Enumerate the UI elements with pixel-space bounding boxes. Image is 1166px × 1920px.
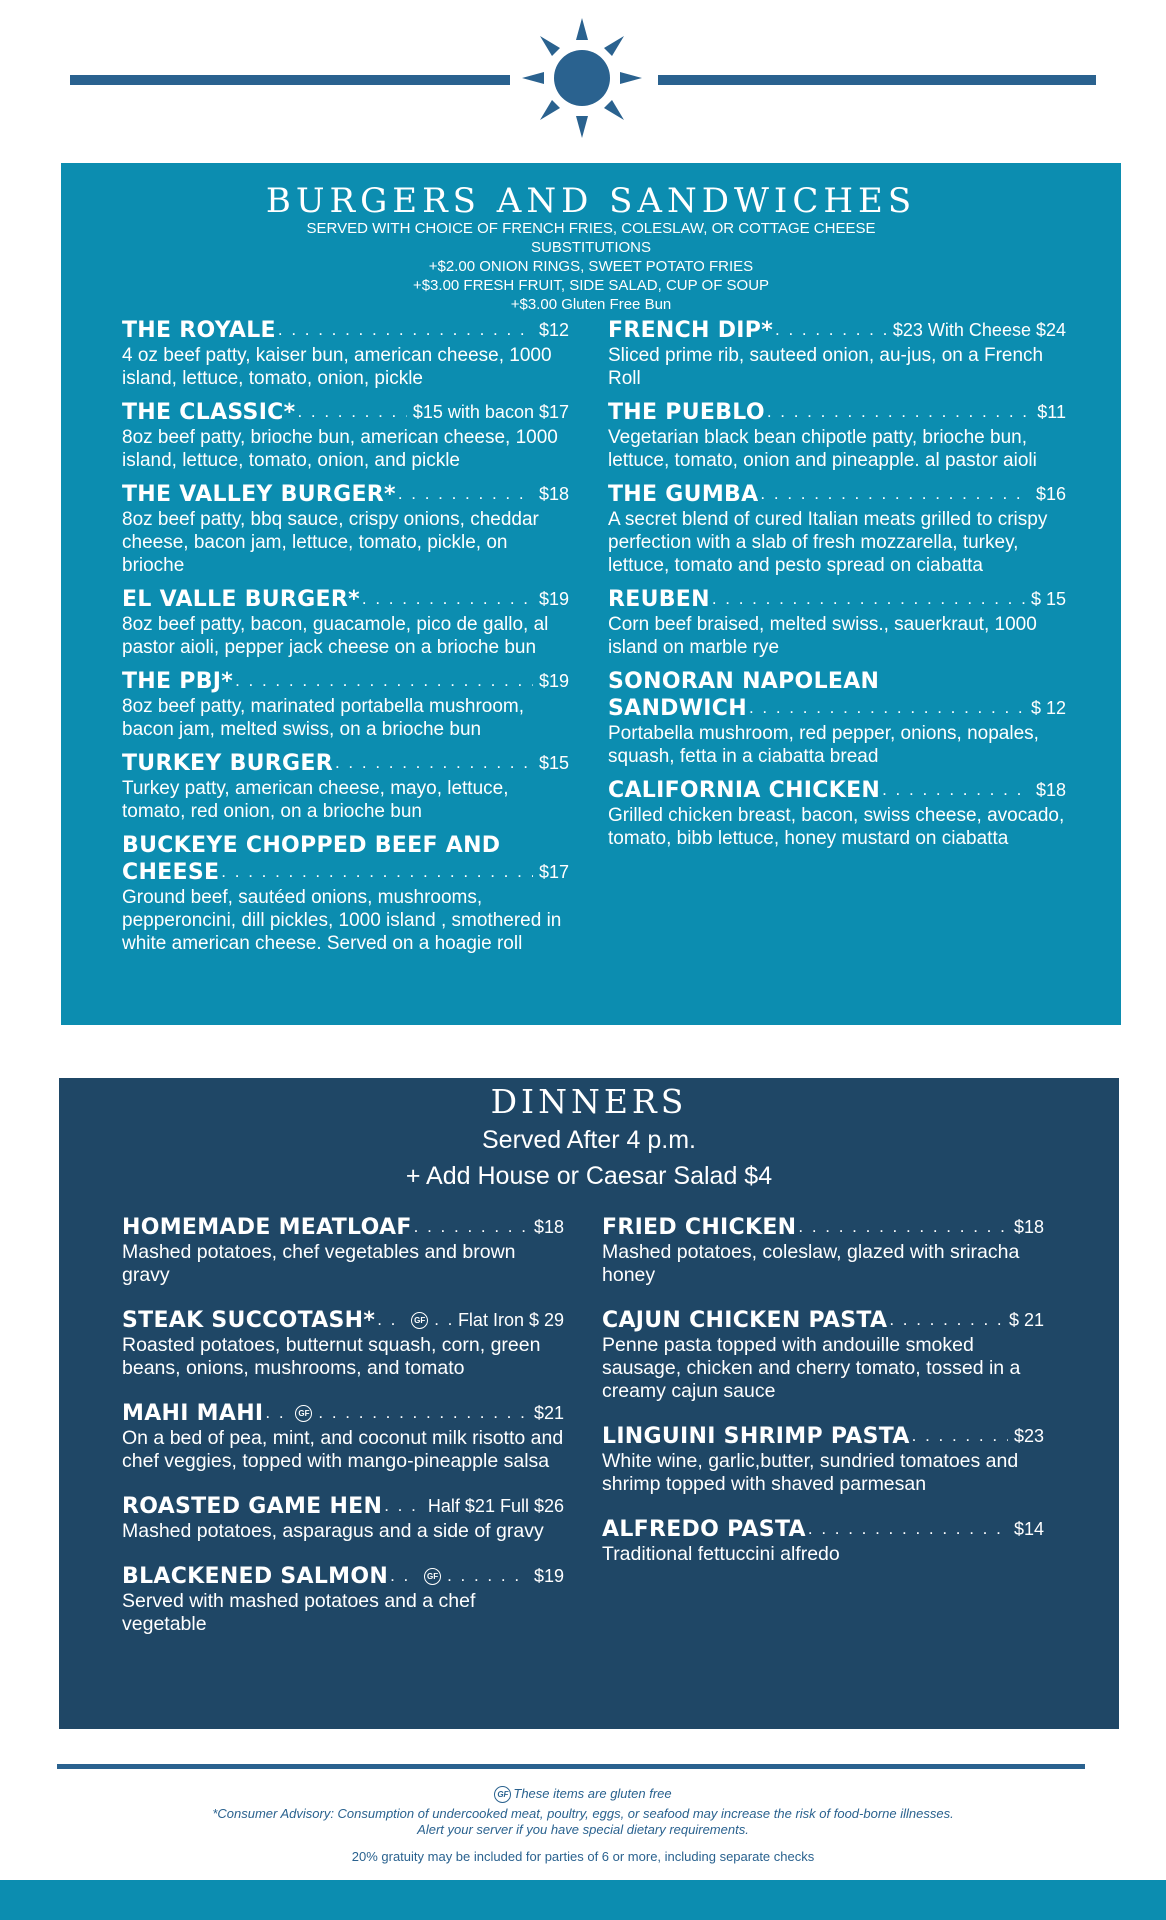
gluten-free-note: [0, 1786, 1166, 1803]
gluten-free-note-text: These items are gluten free: [513, 1786, 672, 1801]
item-description: Traditional fettuccini alfredo: [602, 1543, 840, 1565]
item-name: HOMEMADE MEATLOAF: [122, 1215, 412, 1240]
item-price: $18: [1013, 1217, 1044, 1237]
item-description: Roasted potatoes, butternut squash, corn, green beans, onions, mushrooms, and tomato: [122, 1334, 541, 1379]
menu-item: [122, 832, 569, 955]
item-name: REUBEN: [608, 587, 710, 612]
advisory-line: *Consumer Advisory: Consumption of undercooked meat, poultry, eggs, or seafood may increase the risk of food-borne illnesses.: [212, 1806, 954, 1821]
item-name: FRENCH DIP*: [608, 318, 774, 343]
burgers-title: BURGERS AND SANDWICHES: [265, 181, 917, 221]
item-description: 8oz beef patty, bacon, guacamole, pico de gallo, al pastor aioli, pepper jack cheese on a brioche bun: [122, 614, 549, 658]
burgers-subtitle: +$2.00 ONION RINGS, SWEET POTATO FRIES: [428, 258, 754, 275]
item-price: $ 15: [1030, 589, 1066, 609]
item-description: Served with mashed potatoes and a chef vegetable: [122, 1590, 476, 1635]
item-price: $18: [1035, 780, 1066, 800]
dinners-section: [59, 1078, 1119, 1729]
dinners-title: DINNERS: [490, 1082, 688, 1121]
item-name: EL VALLE BURGER*: [122, 587, 360, 612]
gluten-free-icon: GF: [424, 1568, 441, 1585]
item-description: 8oz beef patty, bbq sauce, crispy onions, cheddar cheese, bacon jam, lettuce, tomato, pickle, on brioche: [122, 509, 539, 576]
item-description: Turkey patty, american cheese, mayo, lettuce, tomato, red onion, on a brioche bun: [122, 778, 509, 822]
dinners-salad-note: + Add House or Caesar Salad $4: [405, 1162, 773, 1190]
item-name-line: SONORAN NAPOLEAN: [608, 669, 880, 694]
menu-item: [122, 1307, 564, 1380]
item-price: $21: [533, 1403, 564, 1423]
gluten-free-icon: GF: [411, 1312, 428, 1329]
burgers-subtitle-block: [61, 219, 1121, 314]
item-name-line: BUCKEYE CHOPPED BEEF AND: [122, 833, 501, 858]
dinners-right-column: [602, 1214, 1044, 1586]
item-price: $17: [538, 862, 569, 882]
item-name: ALFREDO PASTA: [602, 1517, 806, 1542]
item-price: Flat Iron $ 29: [457, 1310, 564, 1330]
burgers-subtitle: +$3.00 Gluten Free Bun: [510, 296, 672, 313]
item-description: Corn beef braised, melted swiss., sauerkraut, 1000 island on marble rye: [608, 614, 1037, 658]
item-price: Half $21 Full $26: [427, 1496, 564, 1516]
menu-item: [608, 481, 1066, 577]
item-name: THE PUEBLO: [608, 400, 765, 425]
menu-item: [122, 317, 569, 390]
item-price: $14: [1013, 1519, 1044, 1539]
item-price: $15: [538, 753, 569, 773]
menu-item: [608, 586, 1066, 659]
item-name: THE ROYALE: [122, 318, 276, 343]
item-name: MAHI MAHI: [122, 1401, 264, 1426]
menu-item: [122, 750, 569, 823]
gluten-free-icon: GF: [295, 1405, 312, 1422]
item-description: Mashed potatoes, asparagus and a side of gravy: [122, 1520, 544, 1542]
item-name: FRIED CHICKEN: [602, 1215, 797, 1240]
gratuity-note: 20% gratuity may be included for parties of 6 or more, including separate checks: [351, 1849, 815, 1864]
menu-item: [602, 1214, 1044, 1287]
menu-item: [602, 1423, 1044, 1496]
item-name: THE CLASSIC*: [122, 400, 296, 425]
item-description: 8oz beef patty, brioche bun, american cheese, 1000 island, lettuce, tomato, onion, and pickle: [122, 427, 558, 471]
burgers-section: [61, 163, 1121, 1025]
item-description: Sliced prime rib, sauteed onion, au-jus, on a French Roll: [608, 345, 1044, 389]
burgers-left-column: [122, 317, 569, 964]
item-name: SANDWICH: [608, 696, 747, 721]
item-description: Mashed potatoes, chef vegetables and brown gravy: [122, 1241, 516, 1286]
item-name: THE GUMBA: [608, 482, 759, 507]
item-price: $18: [533, 1217, 564, 1237]
item-description: 8oz beef patty, marinated portabella mushroom, bacon jam, melted swiss, on a brioche bun: [122, 696, 525, 740]
item-name: CALIFORNIA CHICKEN: [608, 778, 881, 803]
item-name: CAJUN CHICKEN PASTA: [602, 1308, 888, 1333]
item-price: $23: [1013, 1426, 1044, 1446]
item-name: STEAK SUCCOTASH*: [122, 1308, 376, 1333]
menu-item: [602, 1516, 1044, 1566]
menu-item: [122, 1214, 564, 1287]
item-name: THE VALLEY BURGER*: [122, 482, 396, 507]
menu-item: [122, 668, 569, 741]
item-price: $18: [538, 484, 569, 504]
item-name: TURKEY BURGER: [122, 751, 333, 776]
burgers-subtitle: SERVED WITH CHOICE OF FRENCH FRIES, COLESLAW, OR COTTAGE CHEESE: [306, 220, 876, 237]
menu-item: [122, 1493, 564, 1543]
item-price: $12: [538, 320, 569, 340]
item-price: $ 12: [1030, 698, 1066, 718]
item-price: $23 With Cheese $24: [892, 320, 1066, 340]
burgers-subtitle: SUBSTITUTIONS: [530, 239, 651, 256]
burgers-right-column: [608, 317, 1066, 859]
menu-item: [122, 1563, 564, 1636]
menu-item: [608, 668, 1066, 768]
item-description: Vegetarian black bean chipotle patty, brioche bun, lettuce, tomato, onion and pineapple. al pastor aioli: [608, 427, 1037, 471]
sun-icon: [522, 18, 642, 138]
advisory-line: Alert your server if you have special dietary requirements.: [417, 1822, 749, 1837]
dinners-left-column: [122, 1214, 564, 1656]
footer-band: [0, 1880, 1166, 1920]
dinners-subtitle: Served After 4 p.m.: [482, 1126, 696, 1154]
item-price: $11: [1037, 402, 1066, 422]
menu-item: [608, 399, 1066, 472]
item-description: On a bed of pea, mint, and coconut milk risotto and chef veggies, topped with mango-pineapple salsa: [122, 1427, 564, 1472]
menu-item: [122, 1400, 564, 1473]
footer-rule: [57, 1764, 1085, 1769]
menu-item: [122, 399, 569, 472]
item-description: White wine, garlic,butter, sundried tomatoes and shrimp topped with shaved parmesan: [602, 1450, 1019, 1495]
header-rule-right: [658, 75, 1096, 85]
item-description: Mashed potatoes, coleslaw, glazed with sriracha honey: [602, 1241, 1020, 1286]
item-price: $19: [538, 671, 569, 691]
item-name: LINGUINI SHRIMP PASTA: [602, 1424, 910, 1449]
item-name: CHEESE: [122, 860, 220, 885]
consumer-advisory: [0, 1806, 1166, 1838]
menu-item: [602, 1307, 1044, 1403]
item-price: $16: [1035, 484, 1066, 504]
menu-item: [122, 481, 569, 577]
item-name: BLACKENED SALMON: [122, 1564, 389, 1589]
item-price: $19: [538, 589, 569, 609]
item-description: Grilled chicken breast, bacon, swiss cheese, avocado, tomato, bibb lettuce, honey mustard on ciabatta: [608, 805, 1065, 849]
menu-item: [608, 317, 1066, 390]
item-price: $ 21: [1008, 1310, 1044, 1330]
item-description: A secret blend of cured Italian meats grilled to crispy perfection with a slab of fresh mozzarella, turkey, lettuce, tomato and pesto spread on ciabatta: [608, 509, 1048, 576]
item-description: 4 oz beef patty, kaiser bun, american cheese, 1000 island, lettuce, tomato, onion, pickle: [122, 345, 552, 389]
menu-item: [608, 777, 1066, 850]
gluten-free-icon: GF: [494, 1786, 511, 1803]
item-description: Penne pasta topped with andouille smoked sausage, chicken and cherry tomato, tossed in a creamy cajun sauce: [602, 1334, 1021, 1402]
menu-item: [122, 586, 569, 659]
item-price: $15 with bacon $17: [412, 402, 569, 422]
item-price: $19: [533, 1566, 564, 1586]
burgers-subtitle: +$3.00 FRESH FRUIT, SIDE SALAD, CUP OF SOUP: [412, 277, 770, 294]
item-description: Ground beef, sautéed onions, mushrooms, pepperoncini, dill pickles, 1000 island , smothered in white american cheese. Served on a hoagie roll: [122, 887, 562, 954]
item-name: ROASTED GAME HEN: [122, 1494, 383, 1519]
item-description: Portabella mushroom, red pepper, onions, nopales, squash, fetta in a ciabatta bread: [608, 723, 1039, 767]
header-rule-left: [70, 75, 510, 85]
item-name: THE PBJ*: [122, 669, 234, 694]
